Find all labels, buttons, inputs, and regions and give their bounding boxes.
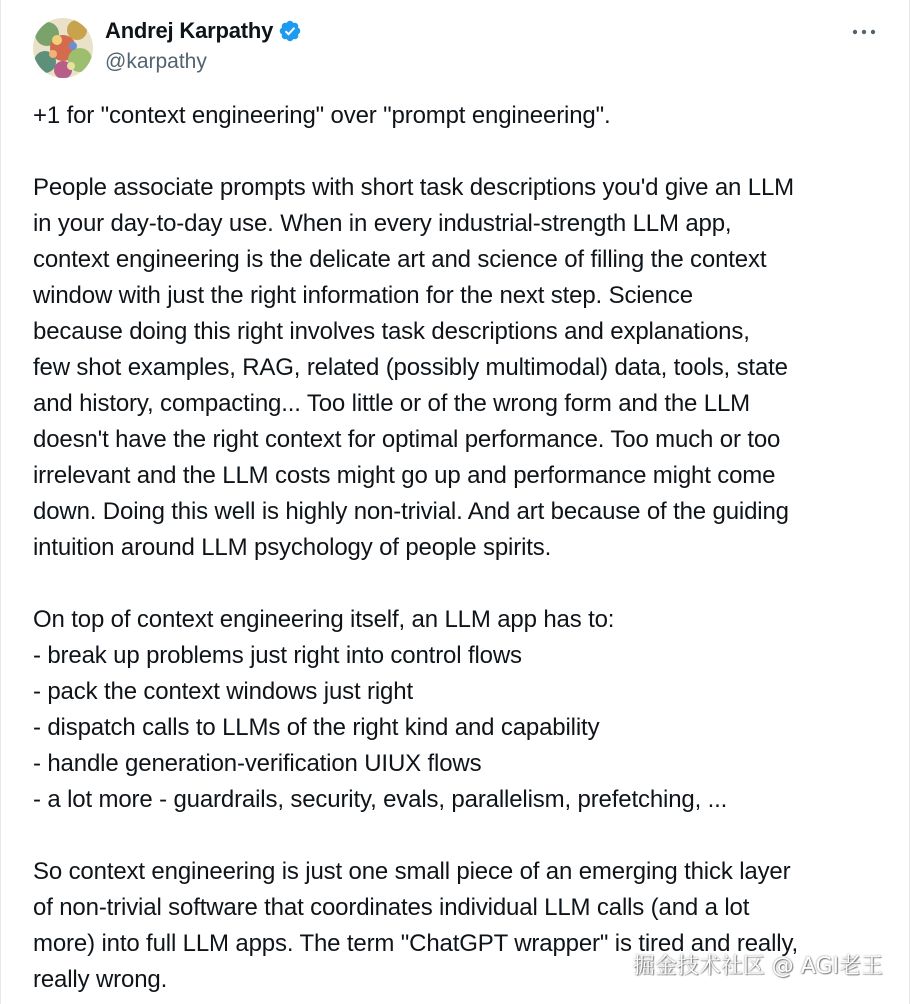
handle[interactable]: @karpathy bbox=[105, 50, 207, 73]
tweet-line: irrelevant and the LLM costs might go up and performance might come bbox=[33, 462, 776, 489]
tweet-line: in your day-to-day use. When in every industrial-strength LLM app, bbox=[33, 210, 732, 237]
tweet-line: because doing this right involves task descriptions and explanations, bbox=[33, 318, 750, 345]
watermark: 掘金技术社区 @ AGI老王 bbox=[632, 954, 883, 979]
paragraph-gap bbox=[33, 134, 893, 170]
avatar-illustration-icon bbox=[33, 18, 93, 78]
tweet-line: - dispatch calls to LLMs of the right kind and capability bbox=[33, 714, 600, 741]
tweet-line: On top of context engineering itself, an LLM app has to: bbox=[33, 606, 615, 633]
tweet-line: People associate prompts with short task descriptions you'd give an LLM bbox=[33, 174, 794, 201]
tweet-line: and history, compacting... Too little or of the wrong form and the LLM bbox=[33, 390, 750, 417]
tweet-line: few shot examples, RAG, related (possibly multimodal) data, tools, state bbox=[33, 354, 788, 381]
paragraph-gap bbox=[33, 818, 893, 854]
tweet-line: more) into full LLM apps. The term "ChatGPT wrapper" is tired and really, bbox=[33, 930, 799, 957]
tweet-line: down. Doing this well is highly non-trivial. And art because of the guiding bbox=[33, 498, 789, 525]
paragraph-gap bbox=[33, 566, 893, 602]
tweet-text bbox=[33, 98, 893, 998]
tweet-line: +1 for "context engineering" over "prompt engineering". bbox=[33, 102, 611, 129]
tweet-line: doesn't have the right context for optimal performance. Too much or too bbox=[33, 426, 781, 453]
more-options-icon[interactable] bbox=[849, 20, 879, 44]
tweet-line: context engineering is the delicate art and science of filling the context bbox=[33, 246, 767, 273]
tweet-line: of non-trivial software that coordinates individual LLM calls (and a lot bbox=[33, 894, 750, 921]
tweet-line: - a lot more - guardrails, security, evals, parallelism, prefetching, ... bbox=[33, 786, 728, 813]
tweet-line: - pack the context windows just right bbox=[33, 678, 413, 705]
tweet-line: window with just the right information for the next step. Science bbox=[33, 282, 693, 309]
tweet-line: intuition around LLM psychology of people spirits. bbox=[33, 534, 552, 561]
display-name[interactable]: Andrej Karpathy bbox=[105, 18, 274, 43]
tweet-line: - break up problems just right into control flows bbox=[33, 642, 522, 669]
tweet-header bbox=[33, 16, 889, 80]
tweet-line: - handle generation-verification UIUX flows bbox=[33, 750, 482, 777]
name-row bbox=[105, 18, 302, 44]
avatar[interactable] bbox=[33, 18, 93, 78]
verified-badge-icon bbox=[278, 19, 302, 43]
tweet-line: So context engineering is just one small piece of an emerging thick layer bbox=[33, 858, 791, 885]
tweet-line: really wrong. bbox=[33, 966, 168, 993]
